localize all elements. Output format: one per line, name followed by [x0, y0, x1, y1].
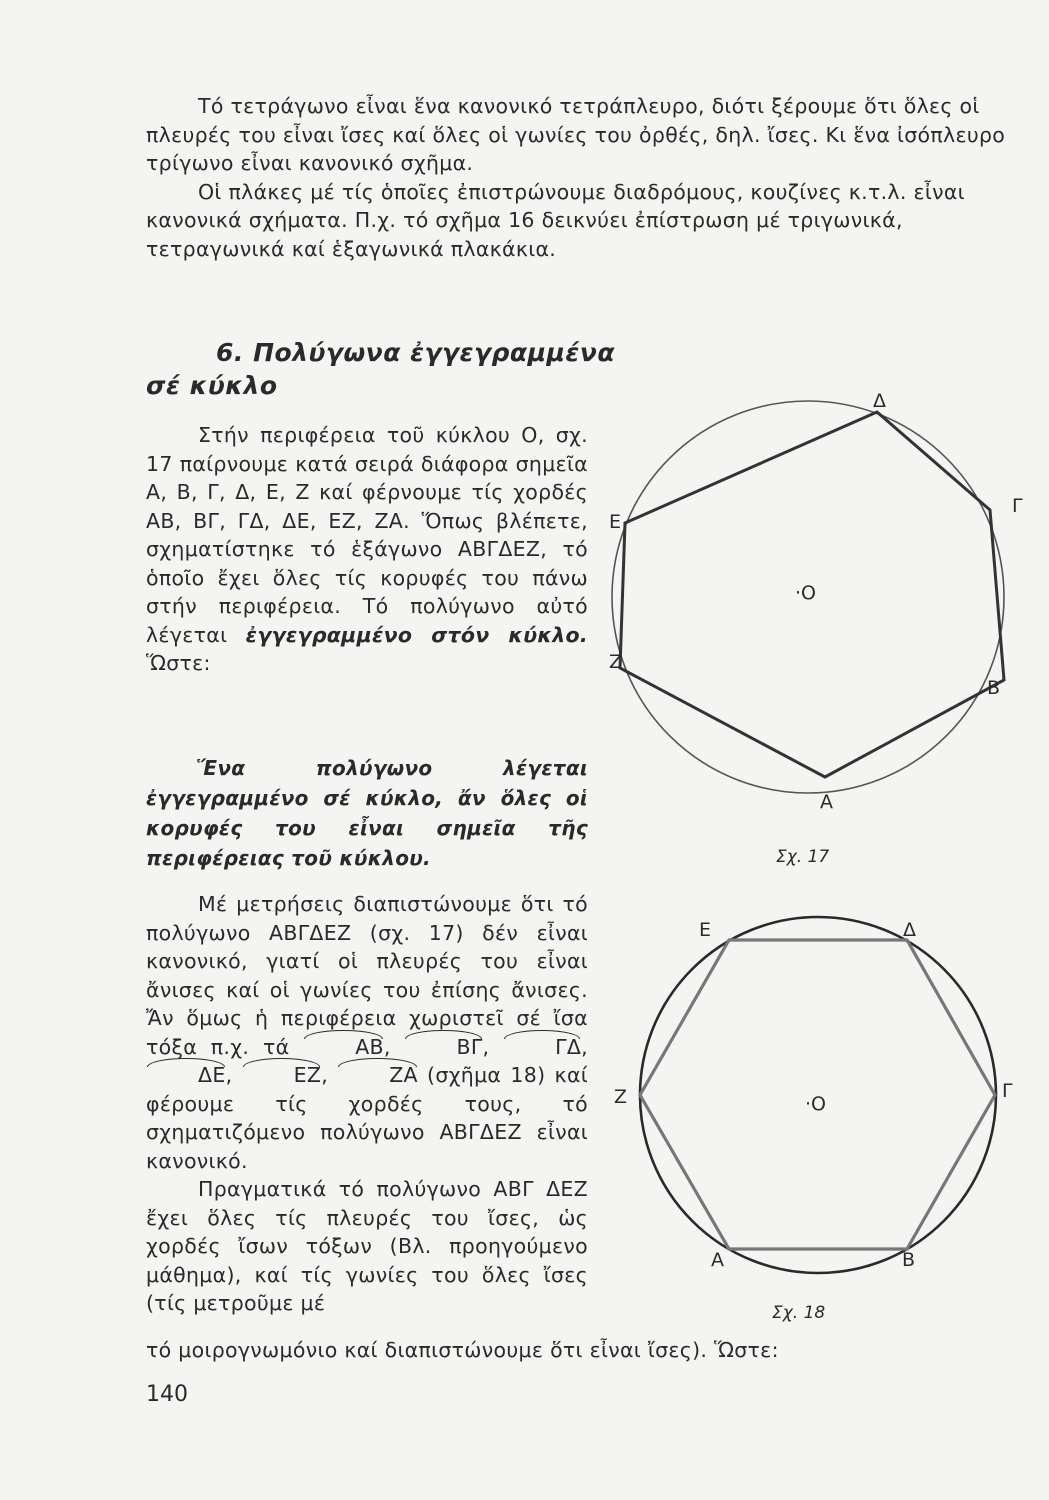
arc-label: ΖΑ [337, 1061, 418, 1090]
final-line: τό μοιρογνωμόνιο καί διαπιστώνουμε ὅτι εἶναι ἴσες). Ὥστε: [146, 1338, 779, 1362]
fig17-label-G: Γ [1012, 495, 1023, 517]
fig17-caption: Σχ. 17 [776, 847, 830, 867]
fig17-label-D: Δ [873, 390, 886, 412]
fig17-center-label: ·Ο [795, 582, 816, 604]
body-paragraph-2: Μέ μετρήσεις διαπιστώνουμε ὅτι τό πολύγωνο ΑΒΓΔΕΖ (σχ. 17) δέν εἶναι κανονικό, γιατί οἱ πλευρές του εἶναι ἄνισες καί οἱ γωνίες του ἐπίσης ἄνισες. Ἄν ὅμως ἡ περιφέρεια χωριστεῖ σέ ἴσα τόξα π.χ. τά ΑΒ, ΒΓ, ΓΔ, ΔΕ, ΕΖ, ΖΑ (σχῆμα 18) καί φέρουμε τίς χορδές τους, τό σχηματιζόμενο πολύγωνο ΑΒΓΔΕΖ εἶναι κανονικό. Πραγματικά τό πολύγωνο ΑΒΓ ΔΕΖ ἔχει ὅλες τίς πλευρές του ἴσες, ὡς χορδές ἴσων τόξων (Βλ. προηγούμενο μάθημα), καί τίς γωνίες του ὅλες ἴσες (τίς μετροῦμε μέ [146, 890, 588, 1318]
term-inscribed: ἐγγεγραμμένο στόν κύκλο. [245, 622, 588, 647]
fig18-label-D: Δ [903, 919, 916, 941]
figure-17 [609, 390, 1023, 867]
fig18-center-label: ·Ο [805, 1093, 826, 1115]
fig18-label-A: Α [711, 1249, 724, 1271]
intro-paragraph-2: Οἱ πλάκες μέ τίς ὁποῖες ἐπιστρώνουμε διαδρόμους, κουζίνες κ.τ.λ. εἶναι κανονικά σχήματα. Π.χ. τό σχῆμα 16 δεικνύει ἐπίστρωση μέ τριγωνικά, τετραγωνικά καί ἑξαγωνικά πλακάκια. [146, 179, 965, 261]
page-number: 140 [146, 1382, 188, 1407]
fig18-label-B: Β [902, 1249, 916, 1271]
arc-label: ΓΔ [503, 1033, 581, 1062]
body-paragraph-3: Πραγματικά τό πολύγωνο ΑΒΓ ΔΕΖ ἔχει ὅλες τίς πλευρές του ἴσες, ὡς χορδές ἴσων τόξων (Βλ. προηγούμενο μάθημα), καί τίς γωνίες του ὅλες ἴσες (τίς μετροῦμε μέ [146, 1177, 588, 1315]
fig18-label-Z: Ζ [614, 1086, 628, 1108]
section-heading: 6. Πολύγωνα ἐγγεγραμμένα σέ κύκλο [146, 338, 615, 400]
fig18-label-E: Ε [699, 919, 712, 941]
fig17-label-B: Β [987, 677, 1001, 699]
intro-paragraph-1: Τό τετράγωνο εἶναι ἕνα κανονικό τετράπλευρο, διότι ξέρουμε ὅτι ὅλες οἱ πλευρές του εἶναι ἴσες καί ὅλες οἱ γωνίες του ὀρθές, δηλ. ἴσες. Κι ἕνα ἰσόπλευρο τρίγωνο εἶναι κανονικό σχῆμα. [146, 94, 1006, 175]
fig17-label-Z: Ζ [609, 651, 623, 673]
arc-label: ΒΓ [404, 1033, 482, 1062]
arc-label: ΕΖ [242, 1061, 322, 1090]
fig18-label-G: Γ [1002, 1080, 1013, 1102]
fig17-label-E: Ε [609, 511, 622, 533]
arc-label: ΔΕ [146, 1061, 226, 1090]
arc-label: ΑΒ [303, 1033, 384, 1062]
figure-18 [614, 917, 1013, 1323]
body-paragraph-1: Στήν περιφέρεια τοῦ κύκλου Ο, σχ. 17 παίρνουμε κατά σειρά διάφορα σημεῖα Α, Β, Γ, Δ, Ε, Ζ καί φέρνουμε τίς χορδές ΑΒ, ΒΓ, ΓΔ, ΔΕ, ΕΖ, ΖΑ. Ὅπως βλέπετε, σχηματίστηκε τό ἑξάγωνο ΑΒΓΔΕΖ, τό ὁποῖο ἔχει ὅλες τίς κορυφές του πάνω στήν περιφέρεια. Τό πολύγωνο αὐτό λέγεται ἐγγεγραμμένο στόν κύκλο. Ὥστε: [146, 423, 588, 675]
definition-rule: Ἕνα πολύγωνο λέγεται ἐγγεγραμμένο σέ κύκλο, ἄν ὅλες οἱ κορυφές του εἶναι σημεῖα τῆς περιφέρειας τοῦ κύκλου. [146, 756, 588, 870]
fig18-caption: Σχ. 18 [772, 1303, 826, 1323]
fig17-label-A: Α [820, 791, 833, 813]
